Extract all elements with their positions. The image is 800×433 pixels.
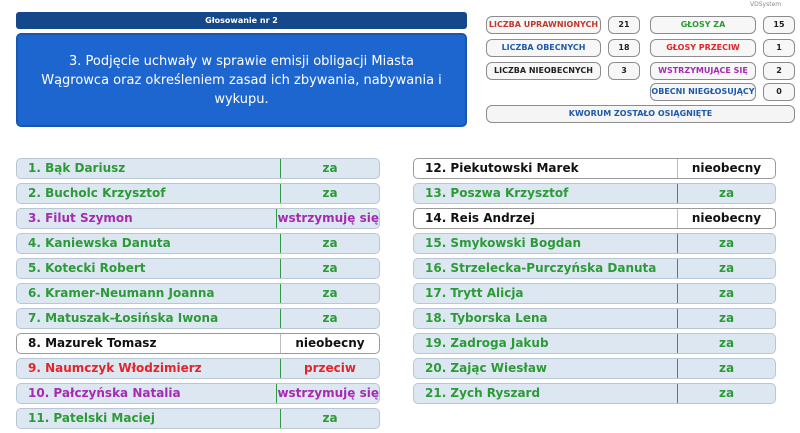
voter-vote: nieobecny	[691, 211, 762, 225]
voter-row	[16, 183, 380, 204]
voter-row	[16, 208, 380, 229]
voter-row	[413, 358, 776, 379]
against-value: 1	[763, 39, 795, 57]
voter-vote: za	[718, 286, 735, 300]
voter-row	[16, 158, 380, 179]
voter-vote: wstrzymuję się	[277, 211, 379, 225]
voter-vote: za	[322, 286, 338, 300]
voter-name: 10. Pałczyńska Natalia	[17, 384, 277, 403]
voter-vote: za	[322, 311, 338, 325]
voter-vote: wstrzymuję się	[277, 386, 379, 400]
for-label: GŁOSY ZA	[650, 16, 756, 34]
voter-row	[413, 308, 776, 329]
voter-row	[413, 333, 776, 354]
voter-name: 6. Kramer-Neumann Joanna	[17, 284, 281, 303]
voter-name: 14. Reis Andrzej	[414, 209, 678, 228]
voter-name: 7. Matuszak-Łosińska Iwona	[17, 309, 281, 328]
voter-row	[16, 383, 380, 404]
voter-row	[413, 283, 776, 304]
voter-name: 4. Kaniewska Danuta	[17, 234, 281, 253]
voter-row	[413, 383, 776, 404]
voter-row	[413, 258, 776, 279]
voter-name: 13. Poszwa Krzysztof	[414, 184, 678, 203]
voter-row	[413, 208, 776, 229]
voter-row	[16, 333, 380, 354]
entitled-label: LICZBA UPRAWNIONYCH	[486, 16, 601, 34]
voter-row	[16, 233, 380, 254]
voter-row	[16, 358, 380, 379]
present-value: 18	[608, 39, 640, 57]
notvoting-value: 0	[763, 83, 795, 101]
absent-value: 3	[608, 62, 640, 80]
voter-name: 9. Naumczyk Włodzimierz	[17, 359, 281, 378]
voter-row	[413, 233, 776, 254]
brand-label: VDSystem	[750, 1, 782, 8]
notvoting-label: OBECNI NIEGŁOSUJĄCY	[650, 83, 756, 101]
vote-title: Głosowanie nr 2	[16, 12, 467, 29]
voter-name: 2. Bucholc Krzysztof	[17, 184, 281, 203]
voter-name: 1. Bąk Dariusz	[17, 159, 281, 178]
abstain-value: 2	[763, 62, 795, 80]
voter-vote: za	[718, 336, 735, 350]
quorum-status: KWORUM ZOSTAŁO OSIĄGNIĘTE	[486, 105, 795, 123]
voter-name: 17. Trytt Alicja	[414, 284, 678, 303]
voter-name: 15. Smykowski Bogdan	[414, 234, 678, 253]
voter-vote: za	[322, 411, 338, 425]
against-label: GŁOSY PRZECIW	[650, 39, 756, 57]
abstain-label: WSTRZYMUJĄCE SIĘ	[650, 62, 756, 80]
voter-vote: nieobecny	[691, 161, 762, 175]
voter-vote: przeciw	[304, 361, 356, 375]
for-value: 15	[763, 16, 795, 34]
voter-vote: za	[718, 186, 735, 200]
voter-name: 5. Kotecki Robert	[17, 259, 281, 278]
voter-row	[413, 183, 776, 204]
voter-name: 11. Patelski Maciej	[17, 409, 281, 428]
voter-vote: za	[322, 186, 338, 200]
voter-row	[16, 308, 380, 329]
voter-name: 20. Zając Wiesław	[414, 359, 678, 378]
voter-name: 16. Strzelecka-Purczyńska Danuta	[414, 259, 678, 278]
voter-vote: za	[718, 261, 735, 275]
voter-name: 21. Zych Ryszard	[414, 384, 678, 403]
voter-name: 18. Tyborska Lena	[414, 309, 678, 328]
resolution-text: 3. Podjęcie uchwały w sprawie emisji obligacji Miasta Wągrowca oraz określeniem zasad ich zbywania, nabywania i wykupu.	[16, 33, 467, 127]
voter-row	[16, 408, 380, 429]
voter-vote: za	[718, 386, 735, 400]
voter-vote: za	[718, 311, 735, 325]
voter-vote: za	[322, 261, 338, 275]
voter-row	[413, 158, 776, 179]
voter-vote: za	[322, 236, 338, 250]
voter-vote: nieobecny	[295, 336, 365, 350]
absent-label: LICZBA NIEOBECNYCH	[486, 62, 601, 80]
entitled-value: 21	[608, 16, 640, 34]
voter-row	[16, 258, 380, 279]
voter-name: 3. Filut Szymon	[17, 209, 277, 228]
voter-vote: za	[718, 236, 735, 250]
voter-name: 8. Mazurek Tomasz	[17, 334, 281, 353]
present-label: LICZBA OBECNYCH	[486, 39, 601, 57]
voter-vote: za	[322, 161, 338, 175]
voter-row	[16, 283, 380, 304]
voter-vote: za	[718, 361, 735, 375]
voter-name: 19. Zadroga Jakub	[414, 334, 678, 353]
voter-name: 12. Piekutowski Marek	[414, 159, 678, 178]
